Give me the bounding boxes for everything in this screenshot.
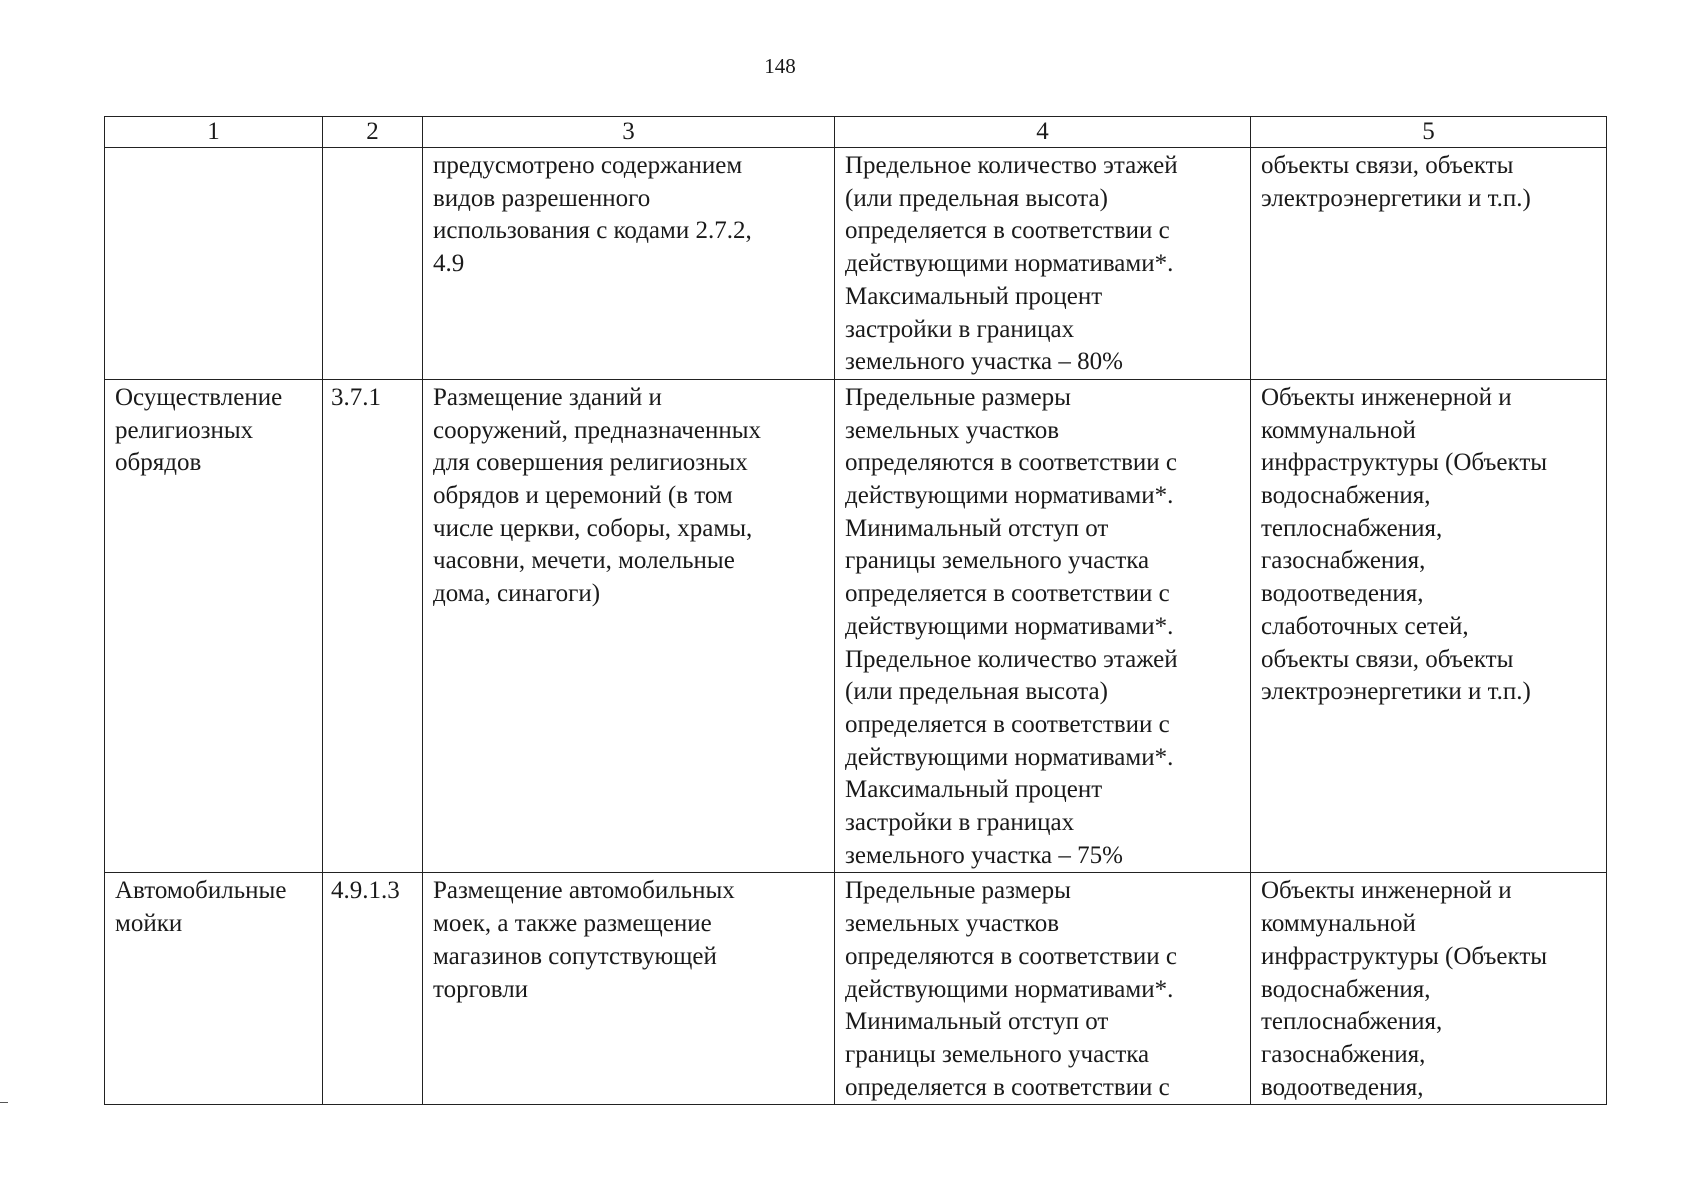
use-name: Осуществление религиозных обрядов bbox=[115, 383, 283, 477]
use-parameters: Предельные размеры земельных участков определяются в соответствии с действующими нормативами*. Минимальный отступ от границы земельного участка определяется в соответствии с действующими нормативами*. Предельное количество этажей (или предельная высота) определяется в соответствии с действующими нормативами*. Максимальный процент застройки в границах земельного участка – 75% bbox=[845, 383, 1178, 869]
use-name-cell bbox=[105, 379, 323, 873]
column-header-4: 4 bbox=[835, 117, 1251, 148]
use-description-cell bbox=[423, 873, 835, 1105]
use-code-cell bbox=[323, 379, 423, 873]
use-name: Автомобильные мойки bbox=[115, 877, 287, 938]
use-description: предусмотрено содержанием видов разрешенного использования с кодами 2.7.2, 4.9 bbox=[433, 152, 752, 278]
auxiliary-objects-cell bbox=[1251, 379, 1607, 873]
auxiliary-objects: Объекты инженерной и коммунальной инфраструктуры (Объекты водоснабжения, теплоснабжения, газоснабжения, водоотведения, bbox=[1261, 877, 1548, 1101]
column-header-2: 2 bbox=[323, 117, 423, 148]
table-row bbox=[105, 148, 1607, 380]
page-number: 148 bbox=[764, 54, 796, 78]
use-name-cell bbox=[105, 148, 323, 380]
use-parameters-cell bbox=[835, 379, 1251, 873]
column-header-1: 1 bbox=[105, 117, 323, 148]
use-code: 4.9.1.3 bbox=[331, 877, 400, 905]
auxiliary-objects: Объекты инженерной и коммунальной инфраструктуры (Объекты водоснабжения, теплоснабжения, газоснабжения, водоотведения, слаботочных сетей, объекты связи, объекты электроэнергетики и т.п.) bbox=[1261, 383, 1548, 706]
table-row bbox=[105, 379, 1607, 873]
use-description-cell bbox=[423, 148, 835, 380]
use-description: Размещение автомобильных моек, а также размещение магазинов сопутствующей торговли bbox=[433, 877, 735, 1003]
use-code: 3.7.1 bbox=[331, 383, 381, 411]
table-header-row bbox=[105, 117, 1607, 148]
column-header-3: 3 bbox=[423, 117, 835, 148]
land-use-table bbox=[104, 116, 1607, 1105]
table-row bbox=[105, 873, 1607, 1105]
auxiliary-objects-cell bbox=[1251, 873, 1607, 1105]
use-parameters: Предельное количество этажей (или предельная высота) определяется в соответствии с действующими нормативами*. Максимальный процент застройки в границах земельного участка – 80% bbox=[845, 152, 1178, 376]
use-parameters: Предельные размеры земельных участков определяются в соответствии с действующими нормативами*. Минимальный отступ от границы земельного участка определяется в соответствии с bbox=[845, 877, 1178, 1101]
column-header-5: 5 bbox=[1251, 117, 1607, 148]
scan-edge-mark bbox=[0, 1102, 8, 1103]
auxiliary-objects-cell bbox=[1251, 148, 1607, 380]
use-description-cell bbox=[423, 379, 835, 873]
use-description: Размещение зданий и сооружений, предназначенных для совершения религиозных обрядов и церемоний (в том числе церкви, соборы, храмы, часовни, мечети, молельные дома, синагоги) bbox=[433, 383, 762, 608]
use-name-cell bbox=[105, 873, 323, 1105]
use-parameters-cell bbox=[835, 148, 1251, 380]
auxiliary-objects: объекты связи, объекты электроэнергетики и т.п.) bbox=[1261, 152, 1531, 212]
use-parameters-cell bbox=[835, 873, 1251, 1105]
use-code-cell bbox=[323, 873, 423, 1105]
use-code-cell bbox=[323, 148, 423, 380]
